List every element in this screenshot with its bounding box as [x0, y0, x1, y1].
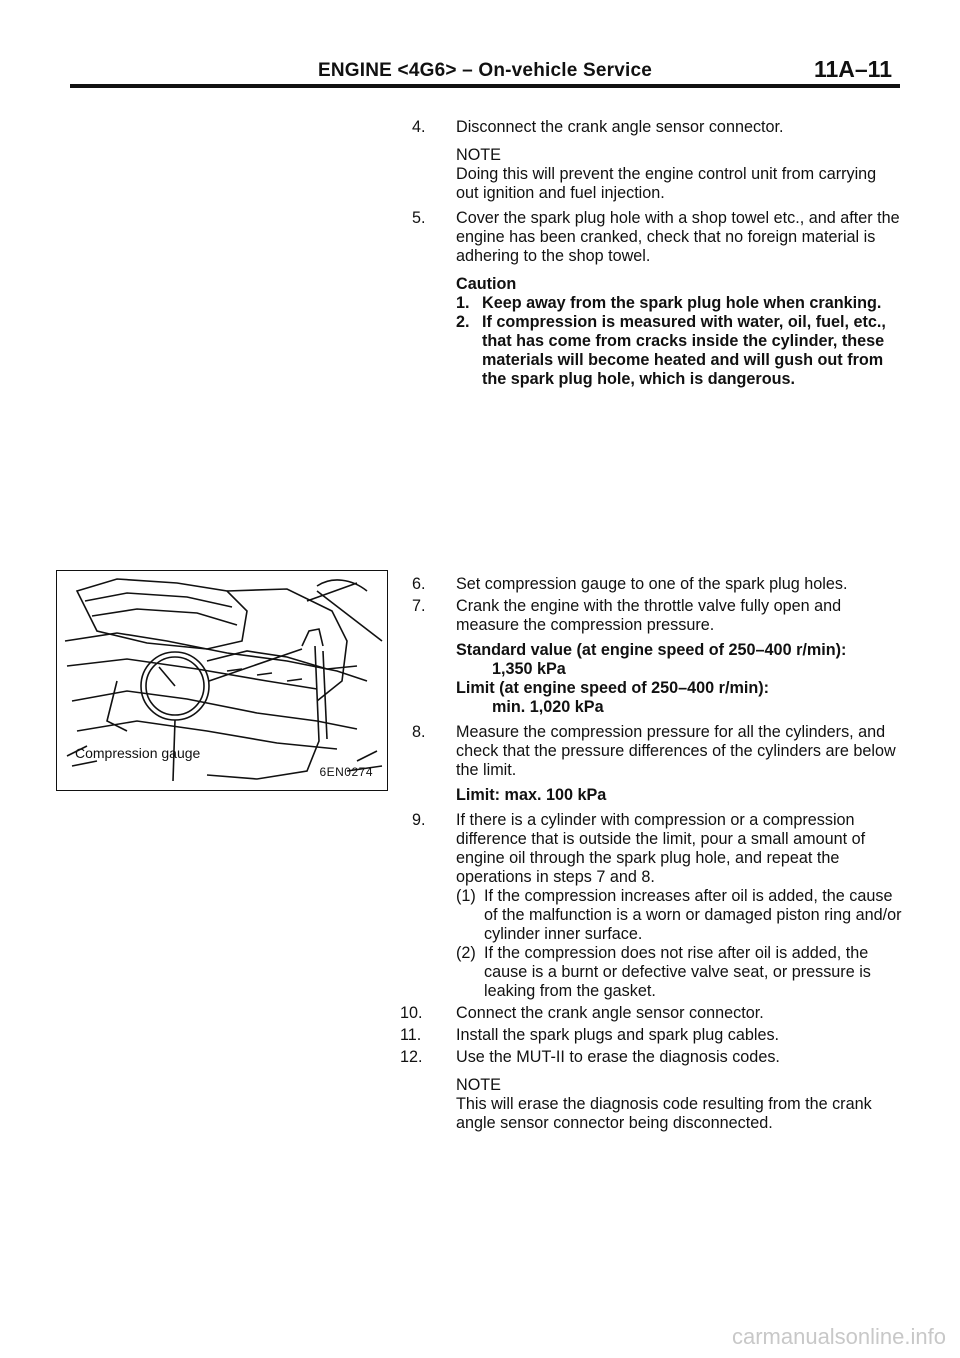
step-9: [412, 811, 902, 1001]
step-number: 10.: [400, 1004, 423, 1022]
note-label: NOTE: [456, 1076, 501, 1094]
procedure-bottom: [400, 575, 902, 1139]
step-number: 4.: [412, 118, 426, 136]
limit-2: Limit: max. 100 kPa: [456, 786, 607, 804]
limit-label: Limit (at engine speed of 250–400 r/min):: [456, 679, 770, 697]
note-text: Doing this will prevent the engine control unit from carrying out ignition and fuel injection.: [456, 165, 877, 202]
step-12: [400, 1048, 902, 1067]
page-header: [70, 54, 900, 88]
step-text: Set compression gauge to one of the spark plug holes.: [456, 575, 848, 593]
step-text: If there is a cylinder with compression or a compression difference that is outside the limit, pour a small amount of engine oil through the spark plug hole, and repeat the operations in steps 7 and 8.: [456, 811, 866, 886]
sub-step-1: [456, 887, 902, 944]
step-8: [412, 723, 902, 780]
page-number: 11A–11: [813, 56, 892, 82]
step-text: Measure the compression pressure for all the cylinders, and check that the pressure differences of the cylinders are below the limit.: [456, 723, 896, 779]
note-block: [412, 146, 902, 203]
figure-code: 6EN0274: [319, 765, 373, 779]
caution-item-1: [456, 294, 902, 313]
compression-gauge-figure: [56, 570, 388, 791]
figure-callout-label: Compression gauge: [75, 745, 201, 761]
step-6: [412, 575, 902, 594]
step-number: 5.: [412, 209, 426, 227]
caution-number: 1.: [456, 294, 470, 312]
sub-step-text: If the compression increases after oil is added, the cause of the malfunction is a worn or damaged piston ring and/or cylinder inner surface.: [484, 887, 902, 943]
sub-step-2: [456, 944, 902, 1001]
caution-text: If compression is measured with water, oil, fuel, etc., that has come from cracks inside the cylinder, these materials will become heated and will gush out from the spark plug hole, which is dangerous.: [482, 313, 886, 388]
sub-step-text: If the compression does not rise after oil is added, the cause is a burnt or defective valve seat, or pressure is leaking from the gasket.: [484, 944, 871, 1000]
step-text: Disconnect the crank angle sensor connector.: [456, 118, 784, 136]
note-block-2: [412, 1076, 902, 1133]
step-number: 12.: [400, 1048, 423, 1066]
step-text: Cover the spark plug hole with a shop towel etc., and after the engine has been cranked, check that no foreign material is adhering to the shop towel.: [456, 209, 900, 265]
step-11: [400, 1026, 902, 1045]
step-text: Install the spark plugs and spark plug cables.: [456, 1026, 780, 1044]
step-7: [412, 597, 902, 635]
spec-block: [412, 641, 902, 717]
note-text: This will erase the diagnosis code resulting from the crank angle sensor connector being disconnected.: [456, 1095, 872, 1132]
procedure-top: [412, 118, 902, 395]
standard-value-label: Standard value (at engine speed of 250–400 r/min):: [456, 641, 847, 659]
step-text: Crank the engine with the throttle valve fully open and measure the compression pressure.: [456, 597, 842, 634]
header-title: ENGINE <4G6> – On-vehicle Service: [318, 60, 652, 81]
step-number: 9.: [412, 811, 426, 829]
step-text: Connect the crank angle sensor connector.: [456, 1004, 764, 1022]
caution-block: [412, 275, 902, 389]
caution-label: Caution: [456, 275, 517, 293]
sub-step-number: (1): [456, 887, 476, 905]
step-5: [412, 209, 902, 266]
step-10: [400, 1004, 902, 1023]
step-number: 6.: [412, 575, 426, 593]
step-4: [412, 118, 902, 137]
step-number: 11.: [400, 1026, 422, 1044]
step-number: 7.: [412, 597, 426, 615]
limit-value: min. 1,020 kPa: [492, 698, 604, 716]
step-number: 8.: [412, 723, 426, 741]
note-label: NOTE: [456, 146, 501, 164]
caution-text: Keep away from the spark plug hole when cranking.: [482, 294, 882, 312]
standard-value: 1,350 kPa: [492, 660, 566, 678]
sub-step-number: (2): [456, 944, 476, 962]
step-text: Use the MUT-II to erase the diagnosis codes.: [456, 1048, 780, 1066]
caution-item-2: [456, 313, 902, 389]
watermark-text: carmanualsonline.info: [731, 1324, 946, 1349]
header-rule: [70, 84, 900, 88]
caution-number: 2.: [456, 313, 470, 331]
